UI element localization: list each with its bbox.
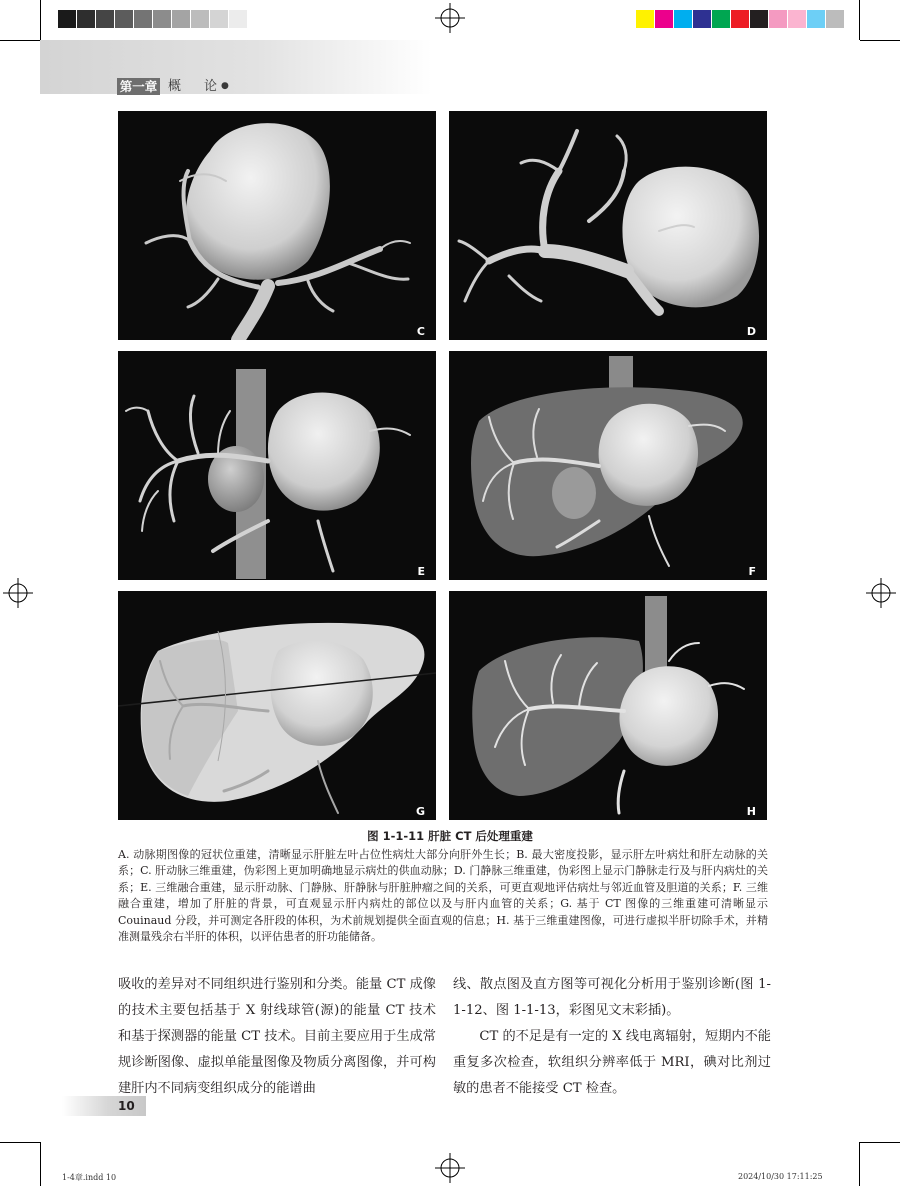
grayscale-calibration-bar (58, 10, 248, 28)
figure-panel-h (449, 591, 767, 820)
calibration-swatch (826, 10, 845, 28)
figure-caption (118, 847, 768, 945)
bullet-icon: ● (221, 81, 230, 91)
chapter-title (168, 78, 230, 95)
trim-mark (859, 1142, 860, 1186)
couinaud-segment-image (118, 591, 436, 820)
figure-panel-f (449, 351, 767, 580)
figure-panel-c (118, 111, 436, 340)
calibration-swatch (674, 10, 693, 28)
calibration-swatch (769, 10, 788, 28)
trim-mark (0, 1142, 40, 1143)
chapter-label: 第一章 (117, 78, 160, 95)
panel-label: H (746, 805, 756, 818)
calibration-swatch (712, 10, 731, 28)
calibration-swatch (655, 10, 674, 28)
chapter-title-second: 论 (204, 79, 219, 94)
body-paragraph: 线、散点图及直方图等可视化分析用于鉴别诊断(图 1-1-12、图 1-1-13，彩图见文末彩插)。 (453, 977, 771, 1018)
calibration-swatch (58, 10, 77, 28)
header-band (40, 40, 432, 94)
figure-title: 图 1-1-11 肝脏 CT 后处理重建 (367, 829, 533, 843)
portal-vein-reconstruction-image (449, 111, 767, 340)
figure-panel-d (449, 111, 767, 340)
figure-panel-e (118, 351, 436, 580)
calibration-swatch (77, 10, 96, 28)
body-paragraph: 吸收的差异对不同组织进行鉴别和分类。能量 CT 成像的技术主要包括基于 X 射线球管(源)的能量 CT 技术和基于探测器的能量 CT 技术。目前主要应用于生成常规诊断图像、虚拟单能量图像及物质分离图像，并可构建肝内不同病变组织成分的能谱曲 (118, 977, 436, 1096)
calibration-swatch (750, 10, 769, 28)
panel-label: G (415, 805, 425, 818)
calibration-swatch (693, 10, 712, 28)
liver-artery-reconstruction-image (118, 111, 436, 340)
registration-mark-icon (435, 1153, 465, 1183)
figure-caption-text: A. 动脉期图像的冠状位重建，清晰显示肝脏左叶占位性病灶大部分向肝外生长；B. 最大密度投影，显示肝左叶病灶和肝左动脉的关系；C. 肝动脉三维重建，伪彩图上更加明确地显示病灶的供血动脉；D. 门静脉三维重建，伪彩图上显示门静脉走行及与肝内病灶的关系；E. 三维融合重建，显示肝动脉、门静脉、肝静脉与肝脏肿瘤之间的关系，可更直观地评估病灶与邻近血管及胆道的关系；F. 三维融合重建，增加了肝脏的背景，可直观显示肝内病灶的部位以及与肝内血管的关系；G. 基于 CT 图像的三维重建可清晰显示 Couinaud 分段，并可测定各肝段的体积，为术前规划提供全面直观的信息；H. 基于三维重建图像，可进行虚拟半肝切除手术，并精准测量残余右半肝的体积，以评估患者的肝功能储备。 (118, 848, 768, 944)
registration-mark-icon (3, 578, 33, 608)
calibration-swatch (96, 10, 115, 28)
calibration-swatch (807, 10, 826, 28)
registration-mark-icon (866, 578, 896, 608)
calibration-swatch (134, 10, 153, 28)
panel-label: F (748, 565, 756, 578)
calibration-swatch (191, 10, 210, 28)
chapter-title-first: 概 (168, 79, 183, 94)
calibration-swatch (229, 10, 248, 28)
trim-mark (860, 40, 900, 41)
liver-background-reconstruction-image (449, 351, 767, 580)
body-column-right (453, 972, 771, 1102)
calibration-swatch (172, 10, 191, 28)
trim-mark (859, 0, 860, 40)
panel-label: C (416, 325, 425, 338)
calibration-swatch (636, 10, 655, 28)
body-paragraph: CT 的不足是有一定的 X 线电离辐射，短期内不能重复多次检查，软组织分辨率低于 MRI，碘对比剂过敏的患者不能接受 CT 检查。 (453, 1029, 771, 1096)
trim-mark (860, 1142, 900, 1143)
fused-reconstruction-image (118, 351, 436, 580)
slug-filename: 1-4章.indd 10 (62, 1173, 117, 1182)
calibration-swatch (153, 10, 172, 28)
trim-mark (40, 1142, 41, 1186)
panel-label: D (746, 325, 756, 338)
virtual-hepatectomy-image (449, 591, 767, 820)
color-calibration-bar (636, 10, 845, 28)
calibration-swatch (210, 10, 229, 28)
panel-label: E (417, 565, 425, 578)
trim-mark (0, 40, 40, 41)
page-number: 10 (118, 1099, 135, 1113)
trim-mark (40, 0, 41, 40)
calibration-swatch (115, 10, 134, 28)
calibration-swatch (731, 10, 750, 28)
registration-mark-icon (435, 3, 465, 33)
slug-timestamp: 2024/10/30 17:11:25 (738, 1172, 823, 1181)
figure-panel-g (118, 591, 436, 820)
calibration-swatch (788, 10, 807, 28)
body-column-left (118, 972, 436, 1102)
